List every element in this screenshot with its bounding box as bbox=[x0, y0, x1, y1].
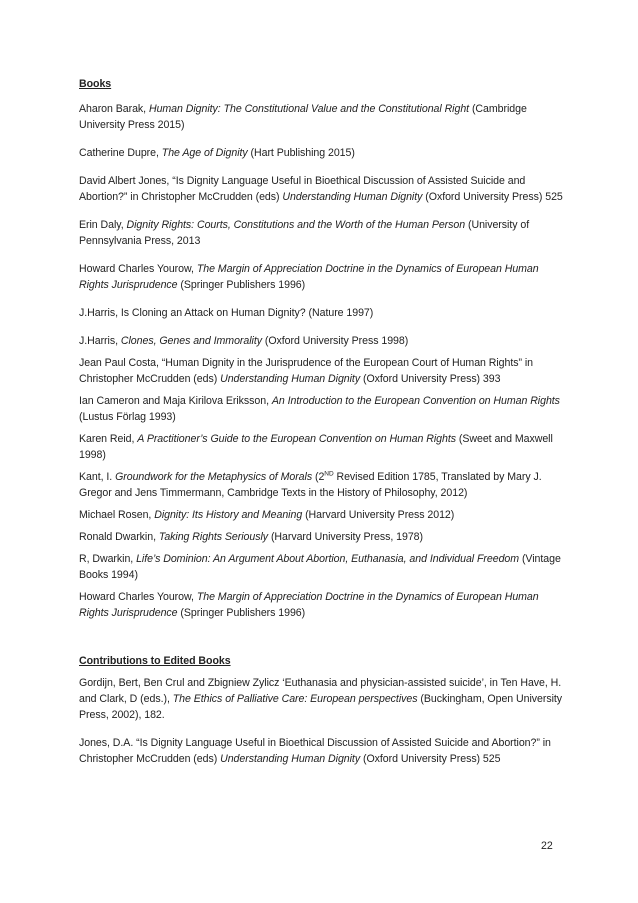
books-heading: Books bbox=[79, 78, 112, 90]
page-number: 22 bbox=[541, 840, 553, 852]
book-entry: J.Harris, Clones, Genes and Immorality (Oxford University Press 1998) bbox=[79, 335, 409, 347]
contribution-entry: Gordijn, Bert, Ben Crul and Zbigniew Zylicz ‘Euthanasia and physician-assisted suicide’, in Ten Have, H. and Clark, D (eds.), The Ethics of Palliative Care: European perspectives (Buckingham, Open University Press, 2002), 182. bbox=[79, 677, 563, 721]
book-entry: J.Harris, Is Cloning an Attack on Human Dignity? (Nature 1997) bbox=[79, 307, 374, 319]
book-entry: Aharon Barak, Human Dignity: The Constitutional Value and the Constitutional Right (Cambridge University Press 2015) bbox=[79, 103, 527, 131]
bibliography bbox=[79, 76, 565, 767]
book-entry: Karen Reid, A Practitioner’s Guide to the European Convention on Human Rights (Sweet and Maxwell 1998) bbox=[79, 433, 553, 461]
book-entry: Ronald Dwarkin, Taking Rights Seriously (Harvard University Press, 1978) bbox=[79, 531, 423, 543]
book-entry: Jean Paul Costa, “Human Dignity in the Jurisprudence of the European Court of Human Rights” in Christopher McCrudden (eds) Understanding Human Dignity (Oxford University Press) 393 bbox=[79, 357, 534, 385]
book-entry: Howard Charles Yourow, The Margin of Appreciation Doctrine in the Dynamics of European Human Rights Jurisprudence (Springer Publishers 1996) bbox=[79, 263, 539, 291]
book-entry: Kant, I. Groundwork for the Metaphysics of Morals (2ND Revised Edition 1785, Translated by Mary J. Gregor and Jens Timmermann, Cambridge Texts in the History of Philosophy, 2012) bbox=[79, 470, 542, 499]
book-entry: Erin Daly, Dignity Rights: Courts, Constitutions and the Worth of the Human Person (University of Pennsylvania Press, 2013 bbox=[79, 219, 530, 247]
book-entry: Ian Cameron and Maja Kirilova Eriksson, An Introduction to the European Convention on Human Rights (Lustus Förlag 1993) bbox=[79, 395, 560, 423]
book-entry: R, Dwarkin, Life’s Dominion: An Argument About Abortion, Euthanasia, and Individual Freedom (Vintage Books 1994) bbox=[79, 553, 561, 581]
contribution-entry: Jones, D.A. “Is Dignity Language Useful in Bioethical Discussion of Assisted Suicide and Abortion?” in Christopher McCrudden (eds) Understanding Human Dignity (Oxford University Press) 525 bbox=[79, 737, 551, 765]
book-entry: David Albert Jones, “Is Dignity Language Useful in Bioethical Discussion of Assisted Suicide and Abortion?” in Christopher McCrudden (eds) Understanding Human Dignity (Oxford University Press) 525 bbox=[79, 175, 563, 203]
book-entry: Michael Rosen, Dignity: Its History and Meaning (Harvard University Press 2012) bbox=[79, 509, 455, 521]
book-entry: Howard Charles Yourow, The Margin of Appreciation Doctrine in the Dynamics of European Human Rights Jurisprudence (Springer Publishers 1996) bbox=[79, 591, 539, 619]
book-entry: Catherine Dupre, The Age of Dignity (Hart Publishing 2015) bbox=[79, 147, 355, 159]
contributions-heading: Contributions to Edited Books bbox=[79, 655, 231, 667]
